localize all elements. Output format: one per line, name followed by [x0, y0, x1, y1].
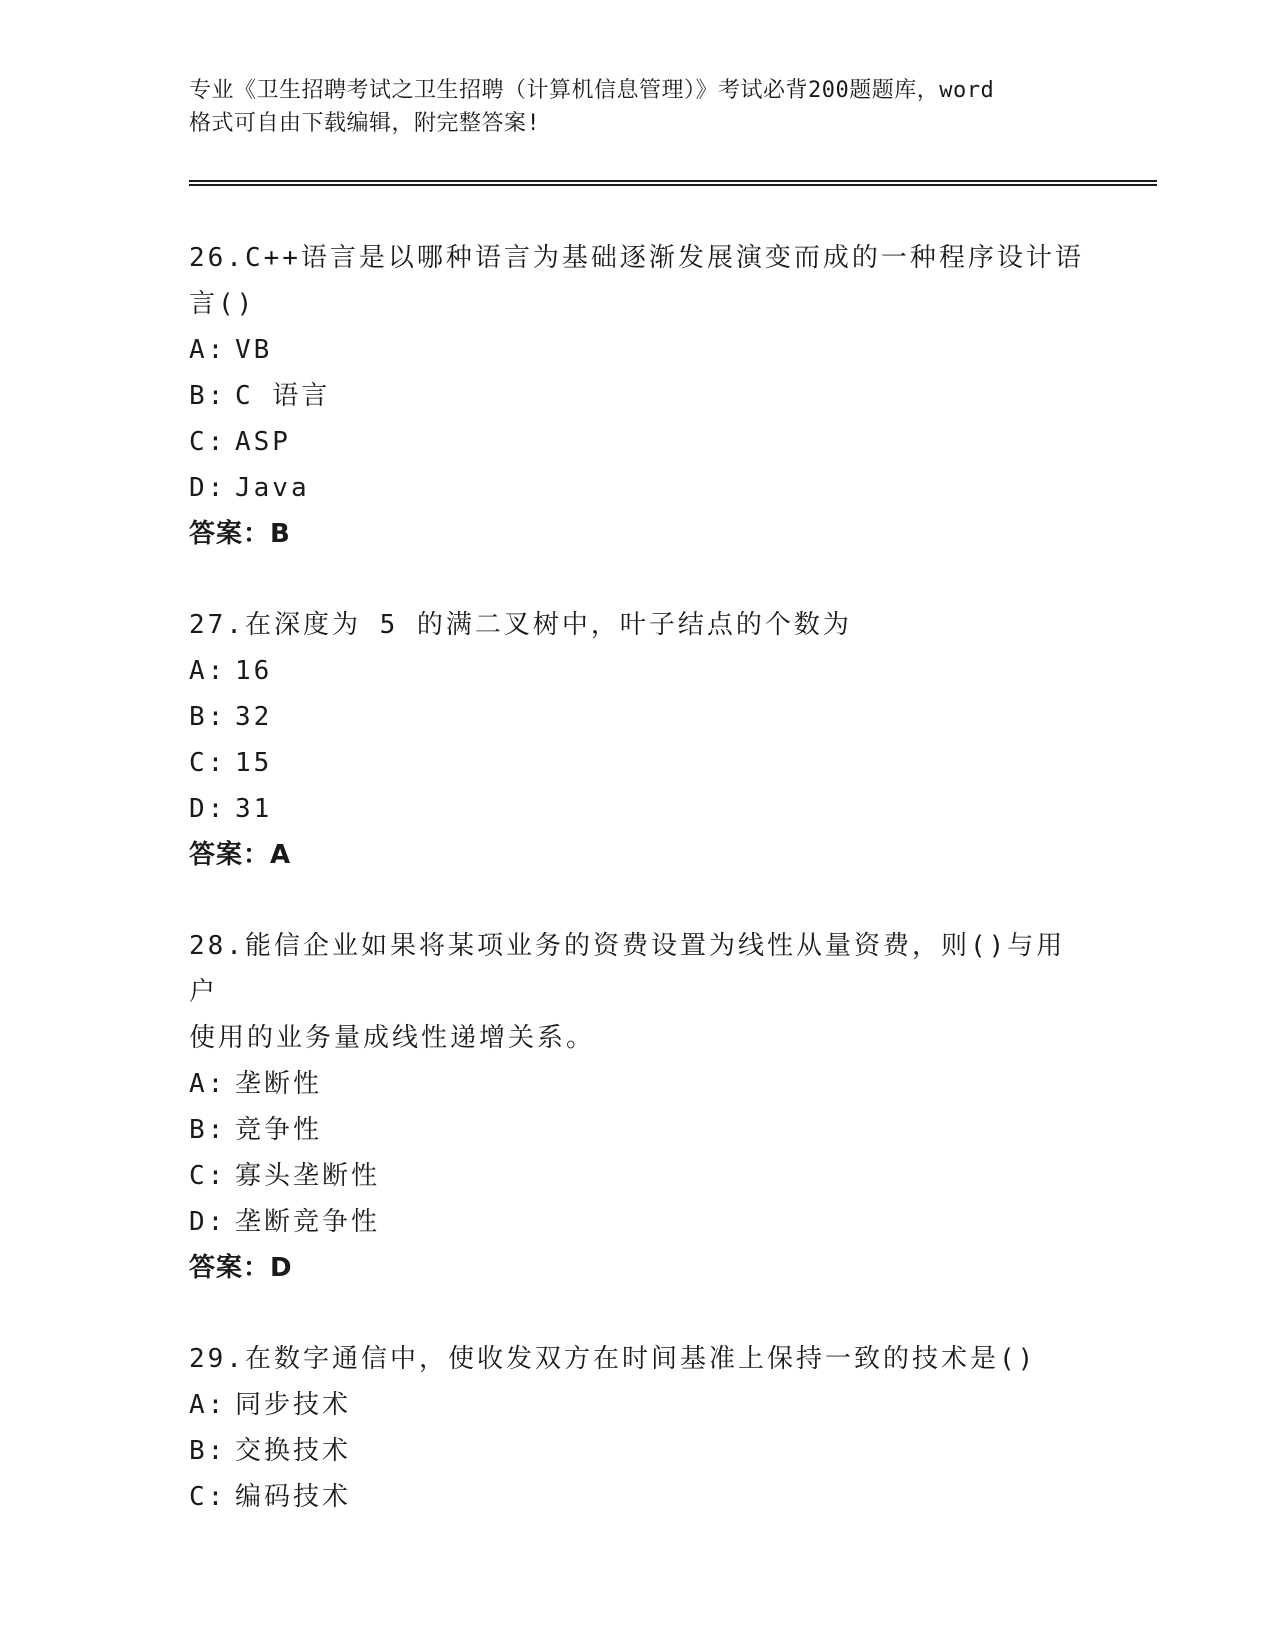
option-text: 32 — [235, 702, 273, 732]
option-a — [189, 327, 1089, 373]
question-27 — [189, 602, 1089, 878]
option-c — [189, 740, 1089, 786]
question-stem-continued: 言() — [189, 289, 256, 319]
document-header — [189, 74, 1089, 140]
option-text: 16 — [235, 656, 273, 686]
option-key: B: — [189, 381, 227, 411]
header-line-2: 格式可自由下载编辑，附完整答案! — [189, 111, 541, 136]
question-28 — [189, 923, 1089, 1291]
answer-line: 答案：D — [189, 1253, 293, 1283]
question-stem: 26.C++语言是以哪种语言为基础逐渐发展演变而成的一种程序设计语 — [189, 243, 1084, 273]
option-key: C: — [189, 1482, 227, 1512]
question-stem-continued: 使用的业务量成线性递增关系。 — [189, 1023, 596, 1053]
header-divider-top — [189, 180, 1157, 182]
option-text: 交换技术 — [235, 1436, 352, 1466]
option-text: VB — [235, 335, 273, 365]
option-key: D: — [189, 473, 227, 503]
option-text: 垄断竞争性 — [235, 1207, 381, 1237]
answer-line: 答案：B — [189, 519, 291, 549]
option-a — [189, 1382, 1089, 1428]
option-d — [189, 465, 1089, 511]
option-c — [189, 419, 1089, 465]
option-text: 15 — [235, 748, 273, 778]
option-key: D: — [189, 1207, 227, 1237]
option-text: 竞争性 — [235, 1115, 323, 1145]
option-d — [189, 786, 1089, 832]
option-text: Java — [235, 473, 310, 503]
header-divider-bottom — [189, 184, 1157, 186]
option-d — [189, 1199, 1089, 1245]
option-c — [189, 1474, 1089, 1520]
answer-line: 答案：A — [189, 840, 292, 870]
option-text: 垄断性 — [235, 1069, 323, 1099]
option-b — [189, 1428, 1089, 1474]
option-text: 31 — [235, 794, 273, 824]
option-text: ASP — [235, 427, 291, 457]
option-b — [189, 373, 1089, 419]
question-stem: 28.能信企业如果将某项业务的资费设置为线性从量资费，则()与用户 — [189, 931, 1066, 1007]
option-key: B: — [189, 702, 227, 732]
option-key: C: — [189, 748, 227, 778]
option-text: 同步技术 — [235, 1390, 352, 1420]
option-key: D: — [189, 794, 227, 824]
option-text: C 语言 — [235, 381, 331, 411]
option-key: B: — [189, 1115, 227, 1145]
option-key: A: — [189, 1390, 227, 1420]
option-key: A: — [189, 335, 227, 365]
question-stem: 27.在深度为 5 的满二叉树中，叶子结点的个数为 — [189, 610, 852, 640]
header-line-1: 专业《卫生招聘考试之卫生招聘（计算机信息管理）》考试必背200题题库，word — [189, 78, 995, 103]
option-key: A: — [189, 656, 227, 686]
question-26 — [189, 235, 1089, 557]
question-stem: 29.在数字通信中，使收发双方在时间基准上保持一致的技术是() — [189, 1344, 1037, 1374]
option-a — [189, 1061, 1089, 1107]
option-c — [189, 1153, 1089, 1199]
option-key: B: — [189, 1436, 227, 1466]
option-text: 寡头垄断性 — [235, 1161, 381, 1191]
question-29 — [189, 1336, 1089, 1520]
option-a — [189, 648, 1089, 694]
option-key: C: — [189, 1161, 227, 1191]
question-list — [189, 235, 1089, 1565]
option-key: A: — [189, 1069, 227, 1099]
option-b — [189, 1107, 1089, 1153]
option-text: 编码技术 — [235, 1482, 352, 1512]
option-b — [189, 694, 1089, 740]
option-key: C: — [189, 427, 227, 457]
